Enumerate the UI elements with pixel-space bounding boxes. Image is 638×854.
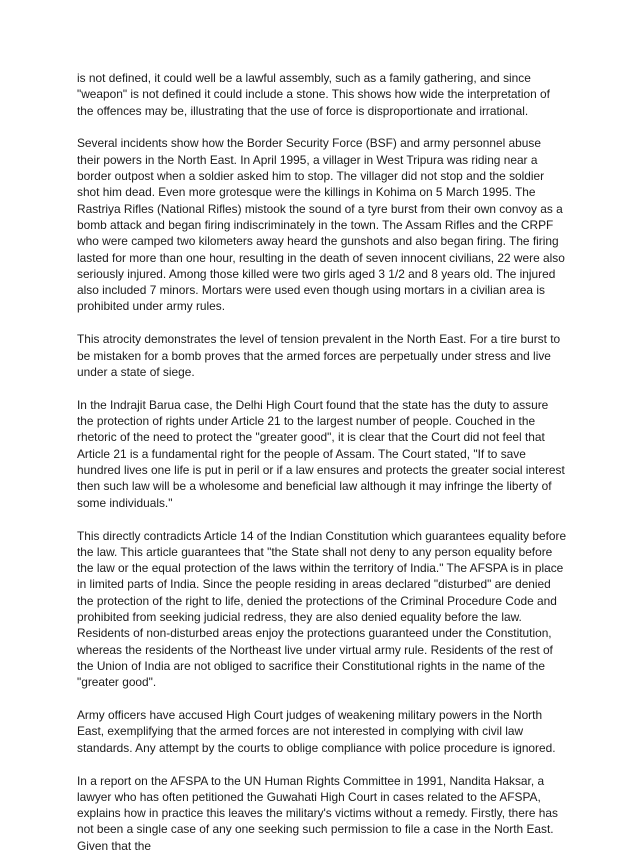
paragraph-7: In a report on the AFSPA to the UN Human Rights Committee in 1991, Nandita Haksar, a lawyer who has often petitioned the Guwahati High Court in cases related to the AFSPA, explains how in practice this leaves the military's victims without a remedy. Firstly, there has not been a single case of any one seeking such permission to file a case in the North East. Given that the	[77, 773, 558, 853]
paragraph-3: This atrocity demonstrates the level of tension prevalent in the North East. For a tire burst to be mistaken for a bomb proves that the armed forces are perpetually under stress and live under a state of siege.	[77, 332, 561, 379]
paragraph-6: Army officers have accused High Court judges of weakening military powers in the North East, exemplifying that the armed forces are not interested in complying with civil law standards. Any attempt by the courts to oblige compliance with police procedure is ignored.	[77, 708, 556, 755]
paragraph-2: Several incidents show how the Border Security Force (BSF) and army personnel abuse their powers in the North East. In April 1995, a villager in West Tripura was riding near a border outpost when a soldier asked him to stop. The villager did not stop and the soldier shot him dead. Even more grotesque were the killings in Kohima on 5 March 1995. The Rastriya Rifles (National Rifles) mistook the sound of a tyre burst from their own convoy as a bomb attack and began firing indiscriminately in the town. The Assam Rifles and the CRPF who were camped two kilometers away heard the gunshots and also began firing. The firing lasted for more than one hour, resulting in the death of seven innocent civilians, 22 were also seriously injured. Among those killed were two girls aged 3 1/2 and 8 years old. The injured also included 7 minors. Mortars were used even though using mortars in a civilian area is prohibited under army rules.	[77, 136, 565, 314]
paragraph-1: is not defined, it could well be a lawful assembly, such as a family gathering, and since "weapon" is not defined it could include a stone. This shows how wide the interpretation of the offences may be, illustrating that the use of force is disproportionate and irrational.	[77, 71, 550, 118]
paragraph-5: This directly contradicts Article 14 of the Indian Constitution which guarantees equality before the law. This article guarantees that "the State shall not deny to any person equality before the law or the equal protection of the laws within the territory of India." The AFSPA is in place in limited parts of India. Since the people residing in areas declared "disturbed" are denied the protection of the right to life, denied the protections of the Criminal Procedure Code and prohibited from seeking judicial redress, they are also denied equality before the law. Residents of non-disturbed areas enjoy the protections guaranteed under the Constitution, whereas the residents of the Northeast live under virtual army rule. Residents of the rest of the Union of India are not obliged to sacrifice their Constitutional rights in the name of the "greater good".	[77, 528, 567, 690]
document-page	[77, 70, 567, 854]
paragraph-4: In the Indrajit Barua case, the Delhi High Court found that the state has the duty to assure the protection of rights under Article 21 to the largest number of people. Couched in the rhetoric of the need to protect the "greater good", it is clear that the Court did not feel that Article 21 is a fundamental right for the people of Assam. The Court stated, "If to save hundred lives one life is put in peril or if a law ensures and protects the greater social interest then such law will be a wholesome and beneficial law although it may infringe the liberty of some individuals."	[77, 397, 565, 510]
